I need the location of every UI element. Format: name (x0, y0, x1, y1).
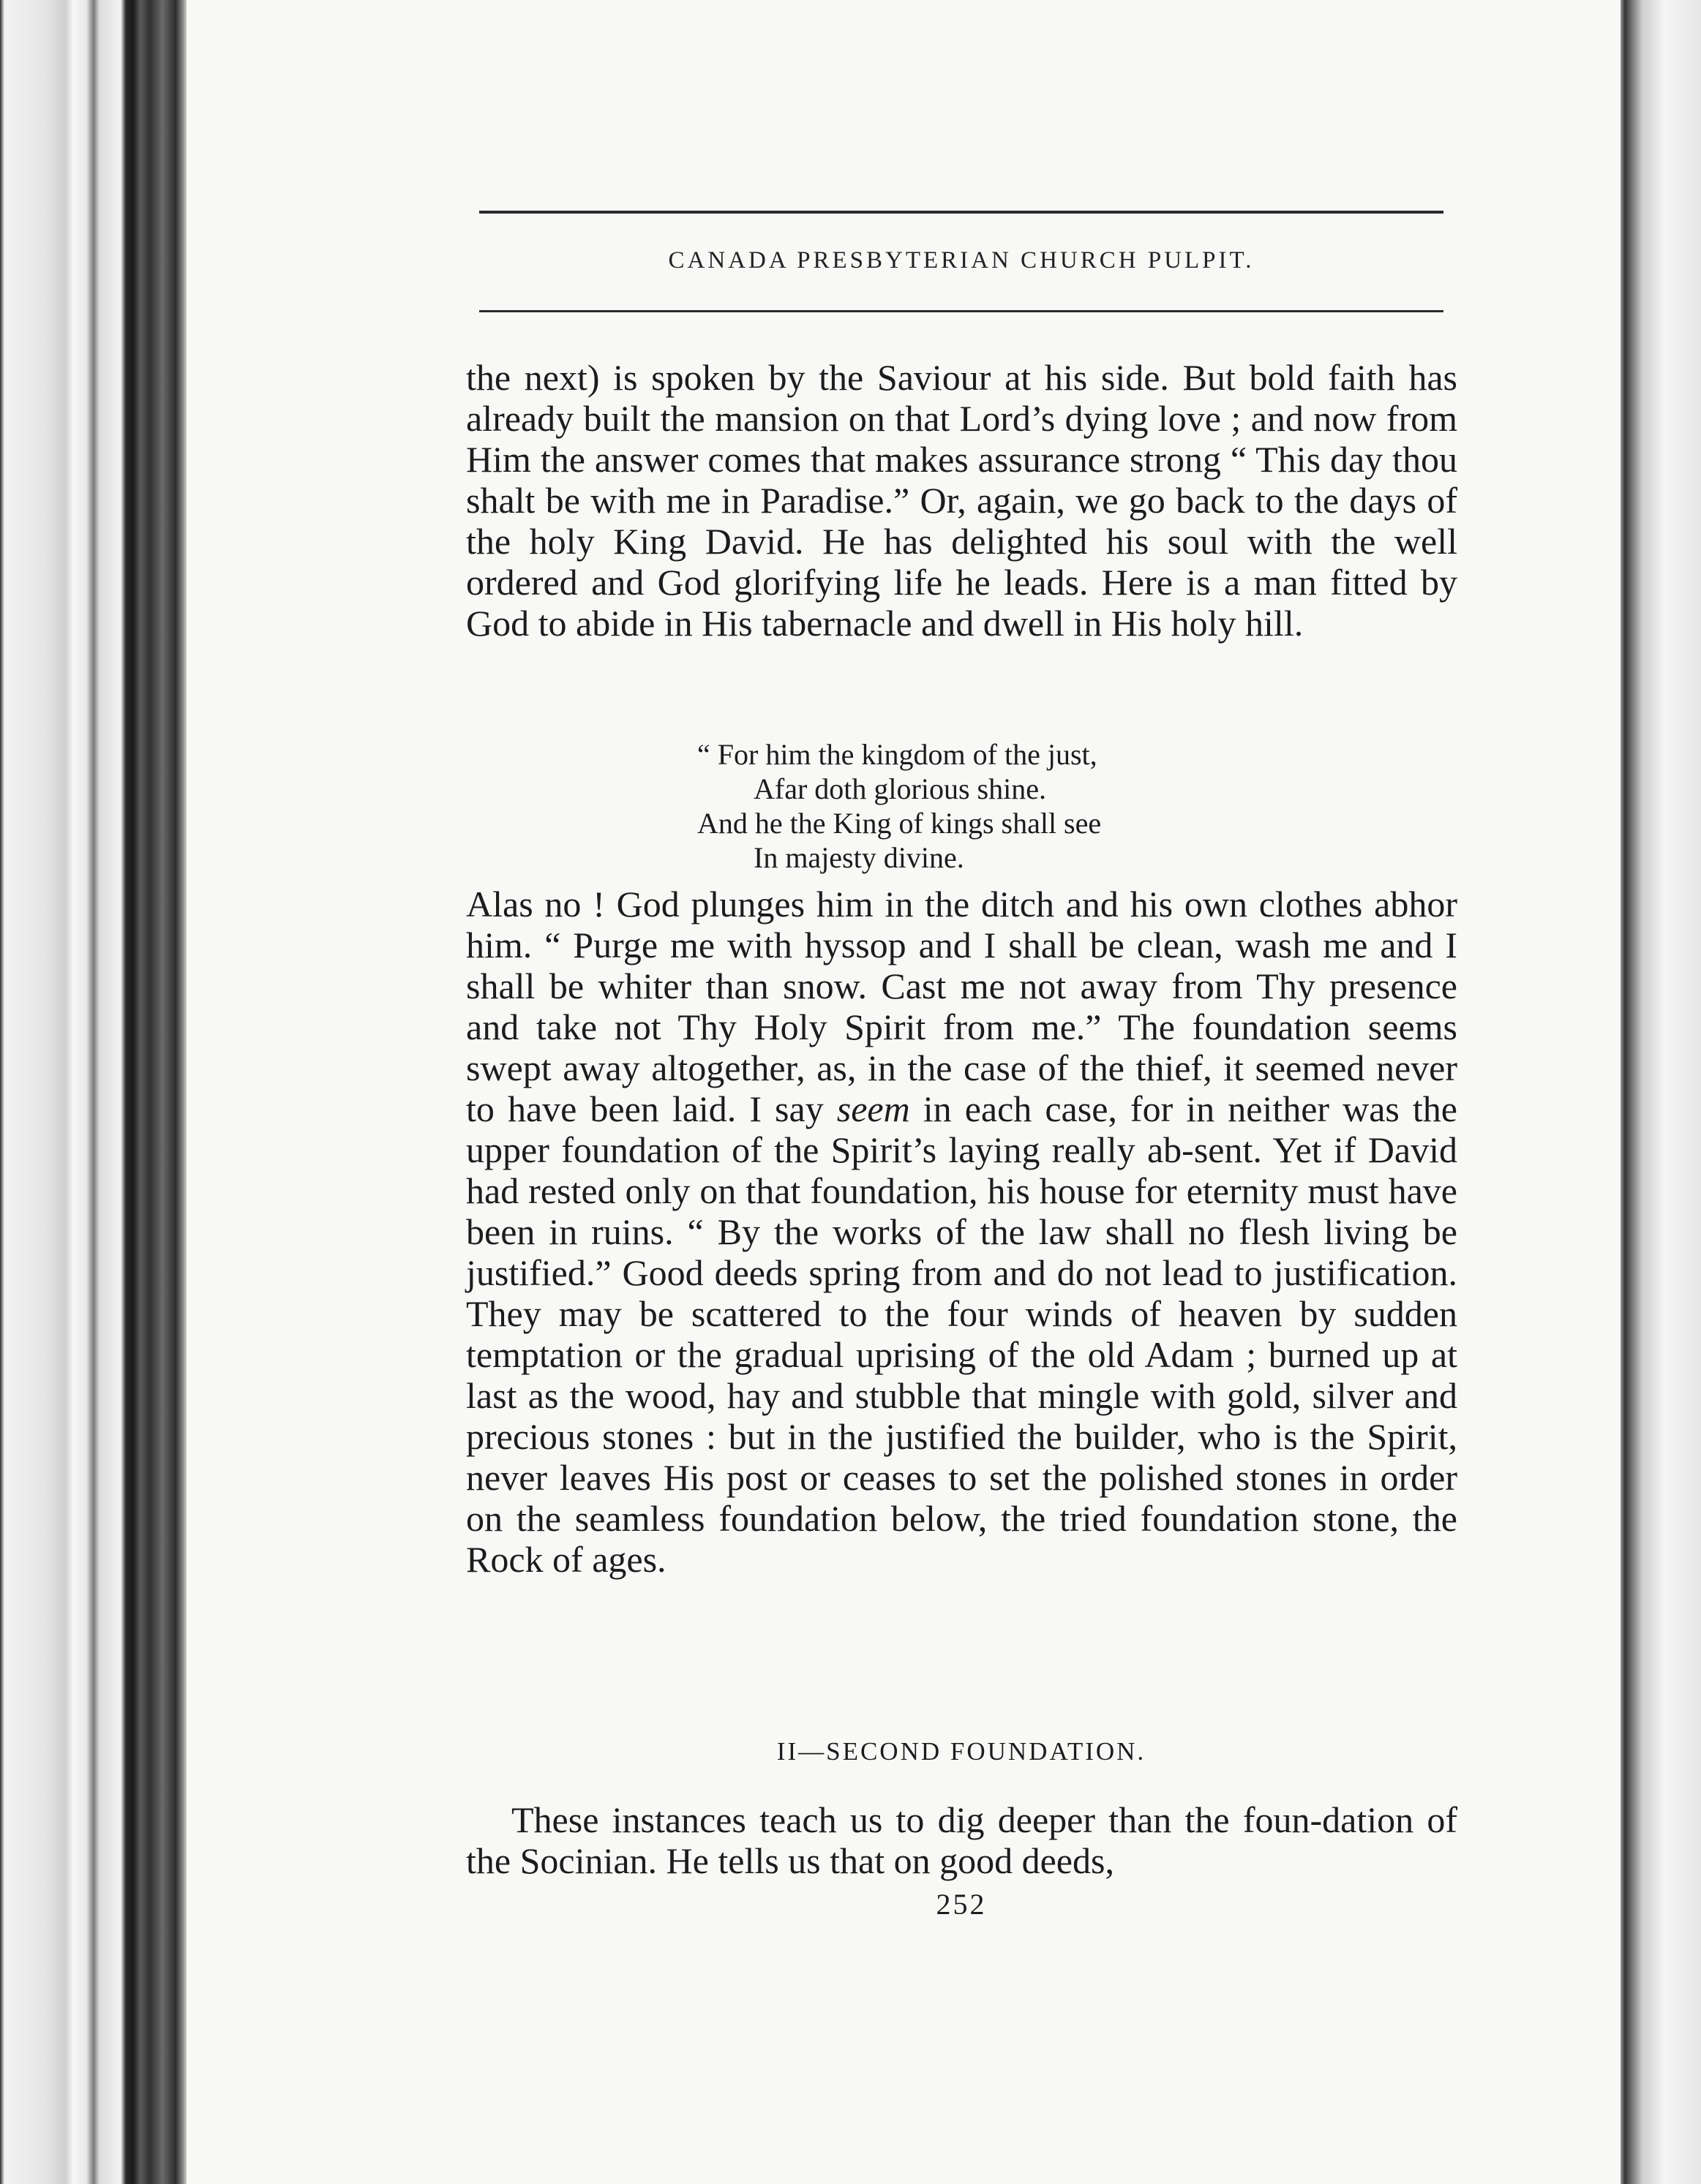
poem-line-2: Afar doth glorious shine. (754, 772, 1046, 805)
paragraph-1-text: the next) is spoken by the Saviour at his side. But bold faith has already built the mansion on that Lord’s dying love ; and now from Him the answer comes that makes assurance strong “ This day thou shalt be with me in Paradise.” Or, again, we go back to the days of the holy King David. He has delighted his soul with the well ordered and God glorifying life he leads. Here is a man fitted by God to abide in His tabernacle and dwell in His holy hill. (466, 357, 1457, 644)
book-left-edge (0, 0, 187, 2184)
poem-line-4: In majesty divine. (754, 841, 964, 874)
paragraph-2-part-1: Alas no ! God plunges him in the ditch and his own clothes abhor him. “ Purge me with hyssop and I shall be clean, wash me and I shall be whiter than snow. Cast me not away from Thy presence and take not Thy Holy Spirit from me.” The foundation seems swept away altogether, as, in the case of the thief, it seemed never to have been laid. I say (466, 884, 1457, 1129)
paragraph-2-text (466, 884, 1457, 1580)
header-rule-bottom (479, 310, 1443, 312)
paragraph-2 (466, 884, 1457, 1580)
paragraph-2-part-2: in each case, for in neither was the upper foundation of the Spirit’s laying really ab-sent. Yet if David had rested only on that foundation, his house for eternity must have been in ruins. “ By the works of the law shall no flesh living be justified.” Good deeds spring from and do not lead to justification. They may be scattered to the four winds of heaven by sudden temptation or the gradual uprising of the old Adam ; burned up at last as the wood, hay and stubble that mingle with gold, silver and precious stones : but in the justified the builder, who is the Spirit, never leaves His post or ceases to set the polished stones in order on the seamless foundation below, the tried foundation stone, the Rock of ages. (466, 1088, 1458, 1580)
section-heading: II—SECOND FOUNDATION. (776, 1737, 1146, 1766)
paragraph-3 (466, 1799, 1457, 1881)
poem-line-3: And he the King of kings shall see (697, 807, 1102, 840)
running-head: CANADA PRESBYTERIAN CHURCH PULPIT. (668, 247, 1255, 274)
poem-line-1: “ For him the kingdom of the just, (697, 738, 1097, 771)
paragraph-3-text: These instances teach us to dig deeper than the foun-dation of the Socinian. He tells us that on good deeds, (466, 1799, 1457, 1881)
poem-quotation (697, 737, 1283, 875)
book-right-edge (1621, 0, 1701, 2184)
page-number: 252 (936, 1888, 987, 1921)
paragraph-2-italic-word: seem (836, 1088, 910, 1129)
paragraph-1 (466, 357, 1457, 644)
header-rule-top (479, 211, 1443, 214)
